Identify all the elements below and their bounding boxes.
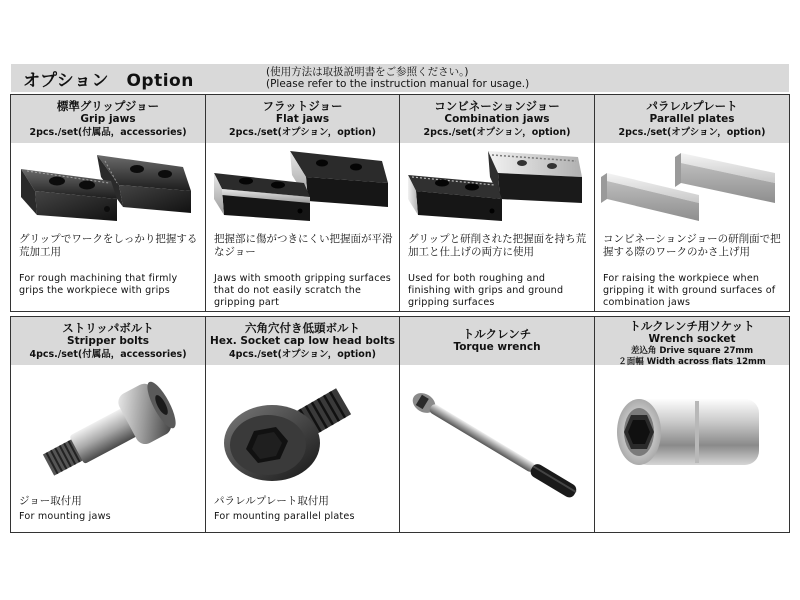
item-description-jp: パラレルプレート取付用	[214, 495, 329, 507]
item-name-en: Wrench socket	[648, 333, 736, 345]
item-name-jp: フラットジョー	[262, 99, 343, 113]
stripper-bolt-image	[15, 371, 201, 491]
item-description-en: For rough machining that firmly grips the workpiece with grips	[19, 273, 178, 296]
item-description-jp: グリップでワークをしっかり把握する荒加工用	[19, 233, 198, 258]
card-header	[595, 317, 789, 365]
item-name-jp: パラレルプレート	[646, 99, 738, 113]
item-name-jp: 標準グリップジョー	[56, 99, 160, 113]
item-description-en: For mounting parallel plates	[214, 511, 355, 522]
option-card-parallel-plates	[594, 94, 790, 312]
card-header	[206, 95, 399, 143]
parallel-plates-image	[599, 147, 785, 225]
wrench-socket-image	[599, 379, 785, 519]
flat-jaws-image	[210, 147, 395, 225]
item-name-en: Flat jaws	[275, 113, 330, 125]
option-card-stripper-bolts	[10, 316, 206, 533]
item-name-jp: トルクレンチ用ソケット	[629, 319, 755, 333]
item-name-jp: トルクレンチ	[462, 327, 532, 341]
item-description-en: Jaws with smooth gripping surfaces that do not easily scratch the gripping part	[214, 273, 391, 308]
item-name-jp: コンビネーションジョー	[434, 99, 560, 113]
option-card-grip-jaws	[10, 94, 206, 312]
option-card-flat-jaws	[205, 94, 400, 312]
section-title: オプション Option	[23, 71, 194, 91]
item-name-en: Parallel plates	[649, 113, 735, 125]
item-quantity: 4pcs./set(付属品，accessories)	[29, 349, 187, 360]
option-card-wrench-socket	[594, 316, 790, 533]
card-header	[400, 95, 594, 143]
item-name-jp: 六角穴付き低頭ボルト	[245, 321, 360, 335]
item-quantity: 2pcs./set(オプション，option)	[423, 127, 571, 138]
usage-note-en: (Please refer to the instruction manual for usage.)	[266, 78, 530, 90]
drive-square-spec: 差込角 Drive square 27mm	[630, 346, 754, 356]
item-quantity: 2pcs./set(オプション，option)	[618, 127, 766, 138]
item-name-jp: ストリッパボルト	[62, 321, 154, 335]
item-name-en: Grip jaws	[80, 113, 136, 125]
torque-wrench-image	[404, 377, 590, 517]
item-name-en: Stripper bolts	[67, 335, 149, 347]
item-name-en: Hex. Socket cap low head bolts	[210, 335, 395, 347]
item-description-jp: コンビネーションジョーの研削面で把握する際のワークのかさ上げ用	[603, 233, 781, 258]
grip-jaws-image	[15, 147, 201, 225]
item-name-en: Torque wrench	[453, 341, 541, 353]
option-card-torque-wrench	[399, 316, 595, 533]
item-quantity: 4pcs./set(オプション，option)	[229, 349, 376, 360]
item-description-en: For mounting jaws	[19, 511, 111, 522]
combination-jaws-image	[404, 147, 590, 225]
item-name-en: Combination jaws	[444, 113, 550, 125]
item-quantity: 2pcs./set(オプション，option)	[229, 127, 376, 138]
card-header	[206, 317, 399, 365]
item-description-en: Used for both roughing and finishing with grips and ground gripping surfaces	[408, 273, 564, 308]
card-header	[595, 95, 789, 143]
item-description-en: For raising the workpiece when gripping it with ground surfaces of combination jaws	[603, 273, 776, 308]
item-description-jp: 把握部に傷がつきにくい把握面が平滑なジョー	[214, 233, 393, 258]
usage-note-jp: (使用方法は取扱説明書をご参照ください。)	[266, 66, 469, 78]
item-description-jp: グリップと研削された把握面を持ち荒加工と仕上げの両方に使用	[408, 233, 587, 258]
width-across-flats-spec: ２面幅 Width across flats 12mm	[618, 357, 766, 367]
option-grid	[10, 94, 790, 533]
card-header	[11, 95, 205, 143]
card-header	[11, 317, 205, 365]
option-card-hex-socket-bolts	[205, 316, 400, 533]
option-card-combination-jaws	[399, 94, 595, 312]
section-header	[11, 64, 789, 92]
usage-note	[266, 66, 529, 90]
item-description-jp: ジョー取付用	[19, 495, 82, 507]
item-quantity: 2pcs./set(付属品，accessories)	[29, 127, 187, 138]
hex-socket-bolt-image	[210, 371, 395, 491]
card-header	[400, 317, 594, 365]
